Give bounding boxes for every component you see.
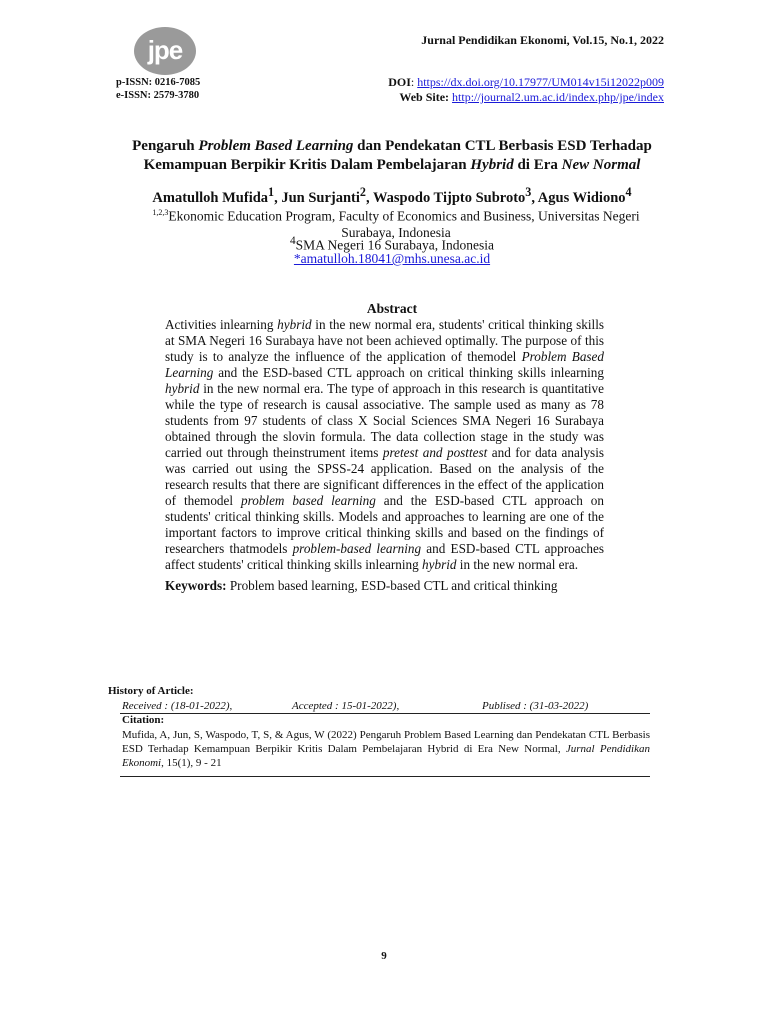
journal-reference: Jurnal Pendidikan Ekonomi, Vol.15, No.1, 2022 xyxy=(421,33,664,47)
website-link[interactable]: http://journal2.um.ac.id/index.php/jpe/index xyxy=(452,90,664,104)
abstract-italic-term: problem based learning xyxy=(240,493,376,508)
website-label: Web Site: xyxy=(399,90,450,104)
corresponding-email xyxy=(110,251,674,267)
history-label: History of Article: xyxy=(108,685,194,697)
author-name: Waspodo Tijpto Subroto xyxy=(372,189,526,206)
published-date: Publised : (31-03-2022) xyxy=(482,700,589,712)
author-name: Amatulloh Mufida xyxy=(152,189,269,206)
abstract-segment: in the new normal era. xyxy=(456,557,579,572)
issn-block xyxy=(116,76,200,102)
abstract-segment: in the new normal era, students' critical thinking skills at SMA Negeri 16 Surabaya have not been achieved optimally. The purpose of this study is to analyze the influence of the application of themodel xyxy=(165,317,605,364)
accepted-date: Accepted : 15-01-2022), xyxy=(292,700,400,712)
divider xyxy=(120,713,650,714)
p-issn: p-ISSN: 0216-7085 xyxy=(116,77,201,88)
author-name: Jun Surjanti xyxy=(281,189,360,206)
abstract-italic-term: problem-based learning xyxy=(292,541,422,556)
doi-block: DOI: https://dx.doi.org/10.17977/UM014v15i12022p009 Web Site: http://journal2.um.ac.id/index.php/jpe/index xyxy=(388,75,664,104)
author-list: Amatulloh Mufida$^1$, Jun Surjanti$^2$, Waspodo Tijpto Subroto$^3$, Agus Widiono$^4$ xyxy=(152,185,632,206)
keywords-label: Keywords: xyxy=(165,578,227,593)
author-name: Agus Widiono xyxy=(537,189,626,206)
journal-logo: jpe xyxy=(134,27,196,75)
doi-link[interactable]: https://dx.doi.org/10.17977/UM014v15i12022p009 xyxy=(417,75,664,89)
citation-text: Mufida, A, Jun, S, Waspodo, T, S, & Agus, W (2022) Pengaruh Problem Based Learning dan Pendekatan CTL Berbasis ESD Terhadap Kemampuan Berpikir Kritis Dalam Pembelajaran Hybrid di Era New Normal, Jurnal Pendidikan Ekonomi, 15(1), 9 - 21 xyxy=(122,729,650,769)
keywords xyxy=(165,578,625,594)
affiliation-2: $^4$SMA Negeri 16 Surabaya, Indonesia xyxy=(290,235,494,253)
citation-label: Citation: xyxy=(122,714,165,726)
keywords-text: Problem based learning, ESD-based CTL and critical thinking xyxy=(226,578,558,593)
abstract-text xyxy=(165,317,604,573)
abstract-segment: and the ESD-based CTL approach on critical thinking skills inlearning xyxy=(213,365,604,380)
doi-label: DOI xyxy=(388,75,411,89)
abstract-italic-term: hybrid xyxy=(165,381,200,396)
e-issn: e-ISSN: 2579-3780 xyxy=(116,90,200,101)
affiliation-1: $^{1,2,3}$Ekonomic Education Program, Faculty of Economics and Business, Universitas Negeri Surabaya, Indonesia xyxy=(152,208,640,240)
abstract-italic-term: pretest and posttest xyxy=(382,445,488,460)
abstract-segment: and the ESD-based CTL approach on students' critical thinking skills. Models and approaches to learning are one of the important factors to improve critical thinking skills and based on the findings of researchers thatmodels xyxy=(165,493,604,556)
abstract-segment: and ESD-based CTL approaches affect students' critical thinking skills inlearning xyxy=(165,541,604,572)
abstract-heading: Abstract xyxy=(366,301,418,316)
received-date: Received : (18-01-2022), xyxy=(122,700,233,712)
abstract-italic-term: hybrid xyxy=(277,317,312,332)
page-number: 9 xyxy=(381,950,387,962)
abstract-italic-term: Problem Based Learning xyxy=(165,349,605,380)
divider xyxy=(120,776,650,777)
abstract-segment: and for data analysis was carried out using the SPSS-24 application. Based on the analysis of the research results that there are significant differences in the effect of the application of themodel xyxy=(165,445,604,508)
abstract-segment: Activities inlearning xyxy=(165,317,278,332)
article-title: Pengaruh Problem Based Learning dan Pendekatan CTL Berbasis ESD Terhadap Kemampuan Berpikir Kritis Dalam Pembelajaran Hybrid di Era New Normal xyxy=(132,138,652,173)
abstract-italic-term: hybrid xyxy=(422,557,457,572)
email-link[interactable]: *amatulloh.18041@mhs.unesa.ac.id xyxy=(293,251,491,266)
abstract-segment: in the new normal era. The type of approach in this research is quantitative while the type of research is causal associative. The sample used as many as 78 students from 97 students of class X Social Sciences SMA Negeri 16 Surabaya obtained through the slovin formula. The data collection stage in the study was carried out through theinstrument items xyxy=(165,381,604,460)
